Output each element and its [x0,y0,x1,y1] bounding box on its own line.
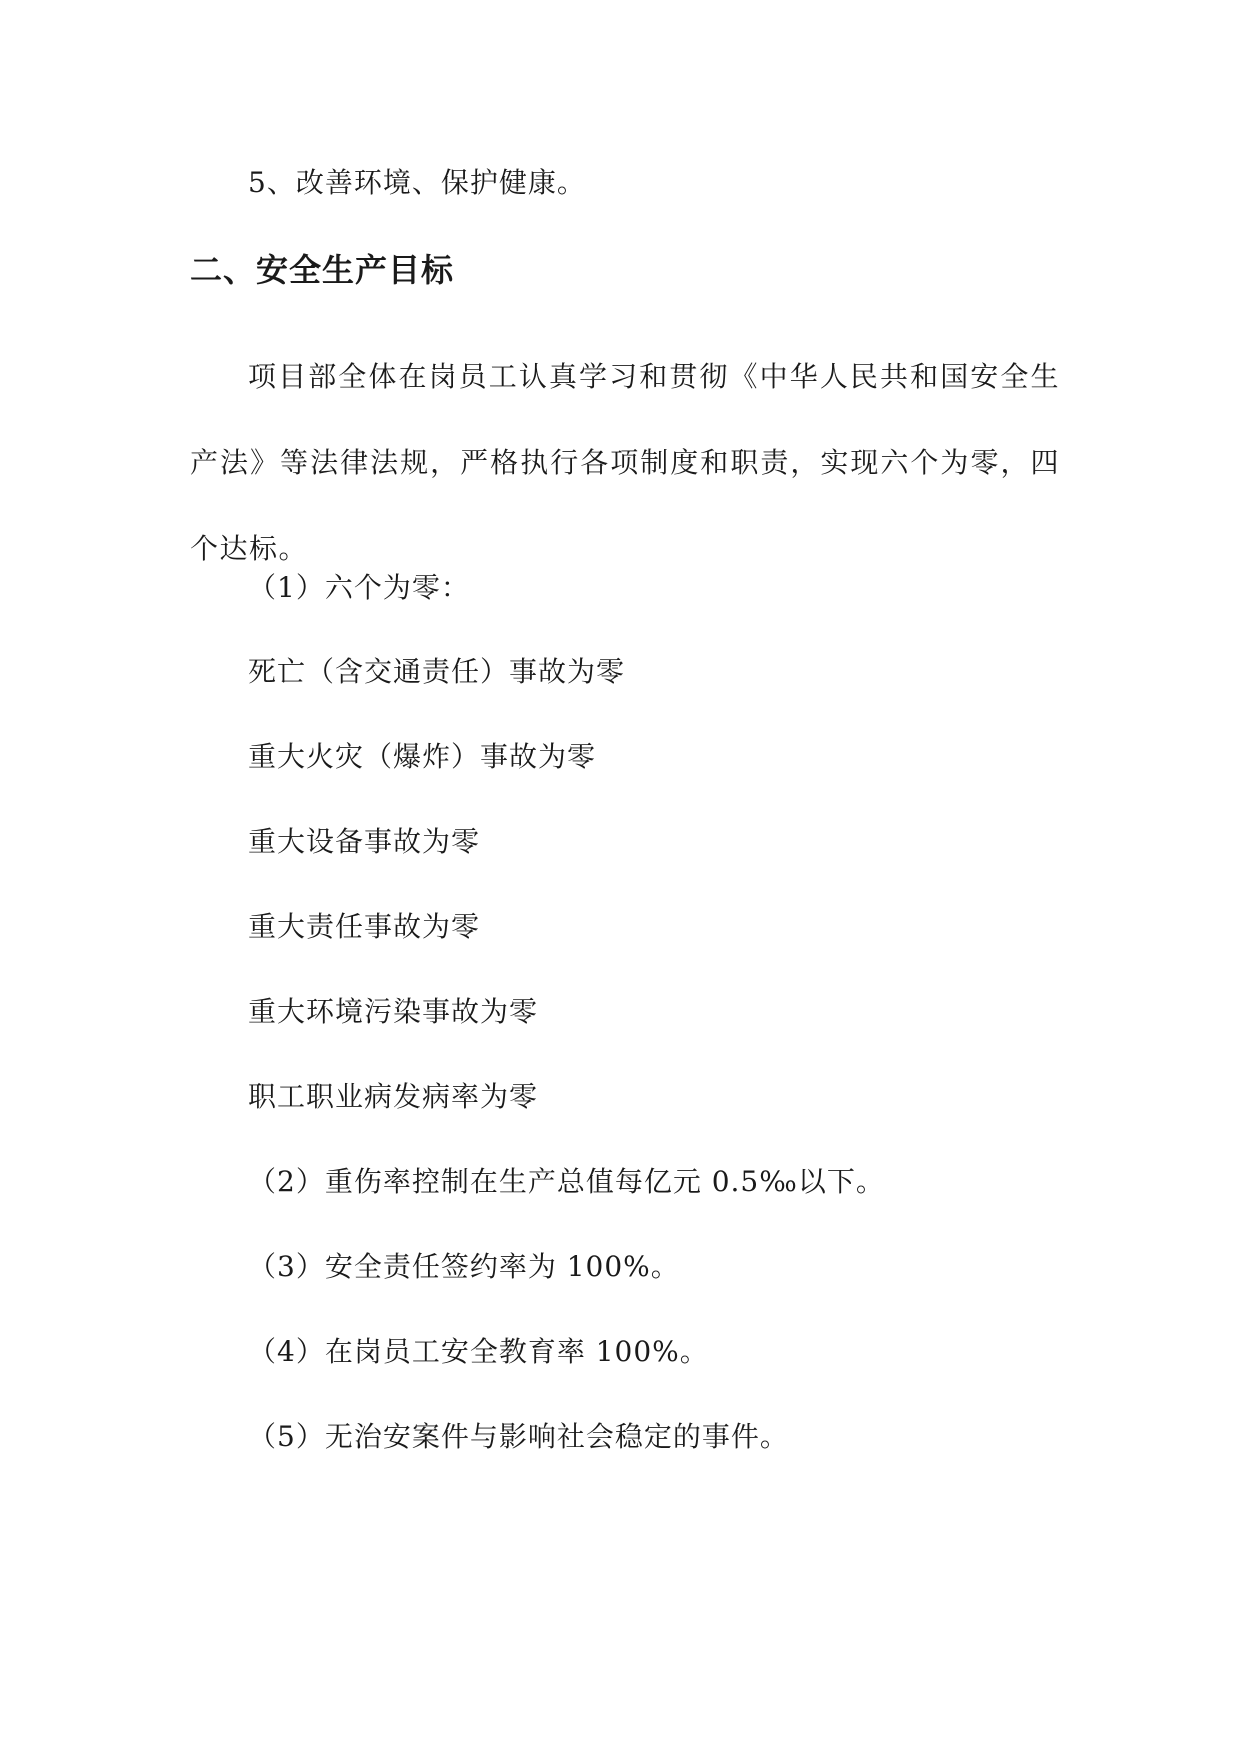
section-heading: 二、安全生产目标 [190,251,455,289]
list-item-5: 5、改善环境、保护健康。 [248,166,586,199]
target-item-2: （2）重伤率控制在生产总值每亿元 0.5‰以下。 [248,1165,885,1198]
six-zero-item: 重大设备事故为零 [248,825,481,858]
six-zero-item: 职工职业病发病率为零 [248,1080,539,1113]
target-item-3: （3）安全责任签约率为 100%。 [248,1250,680,1283]
target-item-4: （4）在岗员工安全教育率 100%。 [248,1335,709,1368]
target-item-5: （5）无治安案件与影响社会稳定的事件。 [248,1420,789,1453]
body-paragraph: 项目部全体在岗员工认真学习和贯彻《中华人民共和国安全生产法》等法律法规，严格执行各项制度和职责，实现六个为零，四个达标。 [190,360,1060,565]
six-zero-title: （1）六个为零： [248,571,470,604]
six-zero-item: 重大环境污染事故为零 [248,995,539,1028]
six-zero-item: 重大责任事故为零 [248,910,481,943]
six-zero-item: 死亡（含交通责任）事故为零 [248,655,626,688]
six-zero-item: 重大火灾（爆炸）事故为零 [248,740,597,773]
